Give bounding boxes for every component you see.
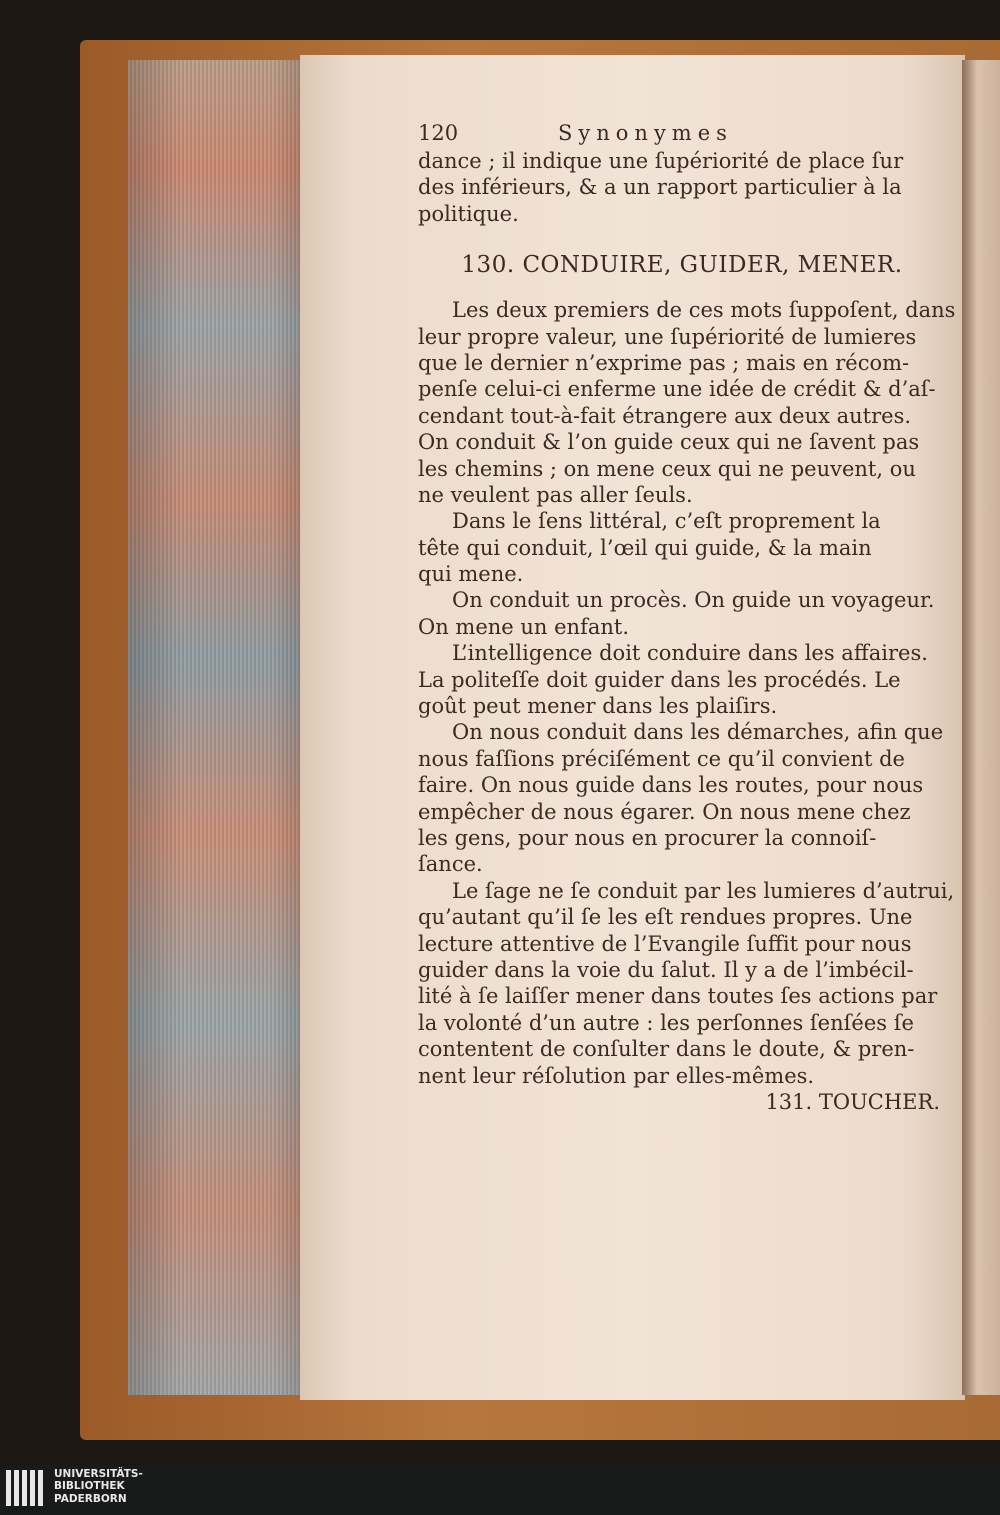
paragraph xyxy=(418,297,956,508)
text-line: leur propre valeur, une ſupériorité de lumieres xyxy=(418,324,917,349)
logo-line: PADERBORN xyxy=(54,1492,127,1505)
footer-bar xyxy=(0,1465,1000,1515)
facing-page-edge xyxy=(962,60,1000,1395)
text-line: Dans le ſens littéral, c’eſt proprement la xyxy=(452,509,881,534)
text-line: ne veulent pas aller ſeuls. xyxy=(418,482,693,507)
text-line: les gens, pour nous en procurer la connoiſ- xyxy=(418,825,877,850)
page-number: 120 xyxy=(418,121,459,145)
library-logo-text xyxy=(54,1468,143,1505)
library-logo-icon xyxy=(6,1470,46,1506)
paragraph xyxy=(418,640,946,719)
text-line: ſance. xyxy=(418,852,483,877)
paragraph xyxy=(418,587,946,640)
text-line: tête qui conduit, l’œil qui guide, & la main xyxy=(418,535,872,560)
paragraph xyxy=(418,878,955,1089)
continuation-text xyxy=(418,148,946,227)
text-line: Le ſage ne ſe conduit par les lumieres d’autrui, xyxy=(452,878,955,903)
text-line: dance ; il indique une ſupériorité de place ſur xyxy=(418,149,904,173)
text-line: goût peut mener dans les plaiſirs. xyxy=(418,694,778,719)
text-line: cendant tout-à-fait étrangere aux deux autres. xyxy=(418,403,912,428)
page-edges-shade xyxy=(128,60,308,1395)
section-heading: 130. CONDUIRE, GUIDER, MENER. xyxy=(461,252,903,279)
text-line: la volonté d’un autre : les perſonnes ſenſées ſe xyxy=(418,1010,914,1035)
text-line: Les deux premiers de ces mots ſuppoſent, dans xyxy=(452,298,956,323)
text-line: les chemins ; on mene ceux qui ne peuvent, ou xyxy=(418,456,916,481)
text-line: On mene un enfant. xyxy=(418,614,629,639)
running-title: Synonymes xyxy=(558,121,733,145)
text-line: penſe celui-ci enferme une idée de crédit & d’aſ- xyxy=(418,377,936,402)
text-line: On nous conduit dans les démarches, afin que xyxy=(452,720,944,745)
paragraph xyxy=(418,719,946,877)
text-line: que le dernier n’exprime pas ; mais en récom- xyxy=(418,350,910,375)
text-line: politique. xyxy=(418,201,519,226)
paragraph xyxy=(418,508,946,587)
text-line: L’intelligence doit conduire dans les affaires. xyxy=(452,641,928,666)
text-line: La politeſſe doit guider dans les procédés. Le xyxy=(418,667,901,692)
running-head xyxy=(418,118,946,148)
text-line: faire. On nous guide dans les routes, pour nous xyxy=(418,773,924,798)
text-line: des inférieurs, & a un rapport particulier à la xyxy=(418,175,902,200)
text-line: nent leur réſolution par elles-mêmes. xyxy=(418,1063,815,1088)
text-line: qui mene. xyxy=(418,562,524,587)
text-line: qu’autant qu’il ſe les eſt rendues propres. Une xyxy=(418,905,913,930)
logo-line: UNIVERSITÄTS- xyxy=(54,1468,143,1480)
page-text xyxy=(418,118,956,1115)
text-line: nous faſſions préciſément ce qu’il convient de xyxy=(418,746,905,771)
text-line: lité à ſe laiſſer mener dans toutes ſes actions par xyxy=(418,984,938,1009)
text-line: contentent de conſulter dans le doute, & pren- xyxy=(418,1037,915,1062)
text-line: On conduit & l’on guide ceux qui ne ſavent pas xyxy=(418,430,920,455)
text-line: On conduit un procès. On guide un voyageur. xyxy=(452,588,935,613)
catchword: 131. TOUCHER. xyxy=(765,1089,940,1114)
text-line: empêcher de nous égarer. On nous mene chez xyxy=(418,799,911,824)
text-line: guider dans la voie du ſalut. Il y a de l’imbécil- xyxy=(418,957,914,982)
logo-line: BIBLIOTHEK xyxy=(54,1480,125,1493)
text-line: lecture attentive de l’Evangile ſuffit pour nous xyxy=(418,931,912,956)
